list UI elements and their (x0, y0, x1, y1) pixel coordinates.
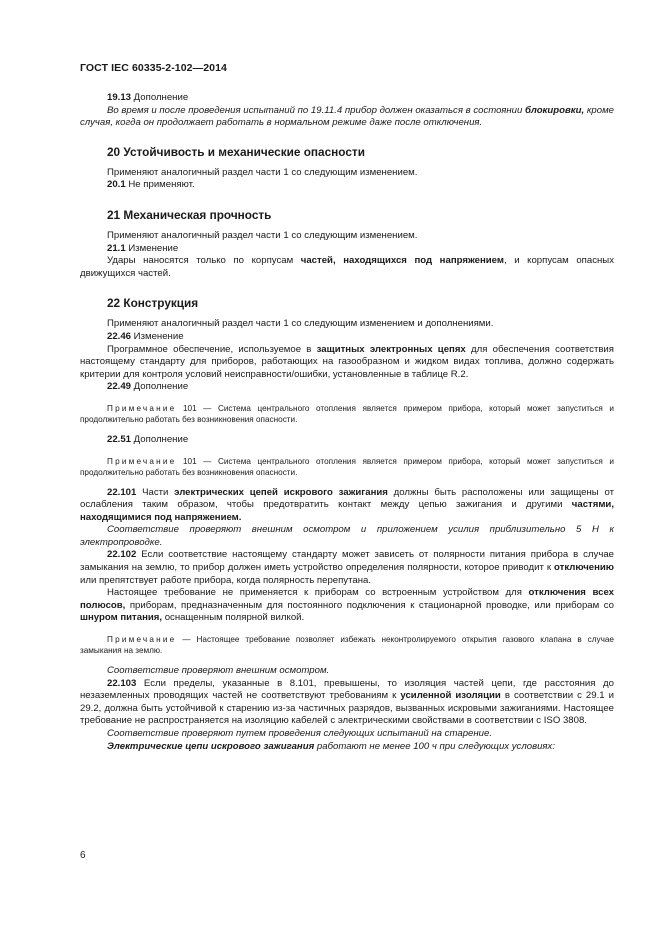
text-run: Не применяют. (125, 179, 195, 191)
term: отключения всех полюсов, (80, 587, 614, 611)
section-21-intro: Применяют аналогичный раздел части 1 со следующим изменением. (107, 229, 418, 241)
clause-word: Изменение (131, 330, 184, 342)
clause-number: 22.103 (107, 677, 137, 689)
clause-word: Изменение (125, 242, 179, 254)
text-run: кроме случая, когда он продолжает работать в нормальном режиме даже после отключения. (80, 104, 615, 129)
clause-22-101-text (80, 487, 614, 525)
page-content (80, 92, 614, 753)
clause-22-103-compliance: Соответствие проверяют путем проведения следующих испытаний на старение. (107, 728, 492, 739)
page-number: 6 (80, 850, 86, 861)
clause-22-102-compliance: Соответствие проверяют внешним осмотром. (107, 665, 330, 677)
clause-21-1-text (80, 255, 614, 280)
text-run: Программное обеспечение, используемое в (107, 343, 317, 355)
clause-word: Дополнение (131, 92, 189, 103)
text-run: Во время и после проведения испытаний по 19.11.4 прибор должен оказаться в состоянии (107, 104, 526, 116)
clause-number: 22.101 (107, 486, 137, 498)
clause-number: 20.1 (107, 179, 126, 191)
text-run: Если соответствие настоящему стандарту может зависеть от полярности питания прибора в случае замыкания на землю, то прибор должен иметь устройство определения полярности, которое приводит к (80, 549, 614, 574)
text-run: для обеспечения соответствия настоящему стандарту для приборов, работающих на газообразном и жидком видах топлива, должно содержать критерии для контроля условий неисправности/ошибки, установленные в таблице R.2. (80, 343, 614, 380)
note-label: Примечание (107, 403, 177, 413)
note-22-51 (80, 456, 614, 478)
note-label: Примечание (107, 635, 177, 645)
clause-22-46-heading (80, 331, 614, 344)
clause-22-103-conditions (80, 741, 614, 754)
section-22-intro: Применяют аналогичный раздел части 1 со следующим изменением и дополнениями. (107, 318, 494, 330)
note-22-102 (80, 634, 614, 656)
clause-number: 22.102 (107, 549, 137, 561)
clause-number: 22.46 (107, 330, 132, 342)
text-run: в соответствии с 29.1 и 29.2, должна быть устойчивой к старению из-за частичных разрядов, вызванных искровыми зажиганиями. Настоящее требование не распространяется на изоляцию кабелей с электрическими свойствами в соответствии с ISO 3808. (80, 690, 614, 727)
clause-22-101-compliance: Соответствие проверяют внешним осмотром и приложением усилия приблизительно 5 Н к электропроводке. (80, 524, 614, 548)
clause-19-13-heading (80, 92, 614, 105)
term: частями, находящимися под напряжением. (80, 499, 614, 523)
note-text: — Настоящее требование позволяет избежать неконтролируемого открытия газового клапана в случае замыкания на землю. (80, 635, 614, 656)
term: отключению (554, 562, 614, 574)
term: усиленной изоляции (400, 690, 501, 702)
text-run: должны быть расположены или защищены от ослабления таким образом, чтобы предотвратить контакт между цепью зажигания и другими (80, 486, 614, 511)
clause-22-49-heading (80, 381, 614, 394)
clause-22-46-text (80, 344, 614, 382)
section-21-title: 21 Механическая прочность (107, 207, 272, 222)
term: шнуром питания, (80, 612, 163, 624)
section-20-title: 20 Устойчивость и механические опасности (107, 144, 365, 159)
clause-20-1 (80, 179, 614, 192)
term: Электрические цепи искрового зажигания (107, 740, 315, 752)
term: защитных электронных цепях (316, 343, 466, 355)
section-22-title: 22 Конструкция (107, 296, 199, 311)
clause-19-13-text (80, 105, 614, 130)
text-run: работают не менее 100 ч при следующих условиях: (314, 740, 556, 752)
text-run: Настоящее требование не применяется к приборам со встроенным устройством для (107, 587, 529, 599)
text-run: оснащенным полярной вилкой. (162, 612, 305, 624)
text-run: Если пределы, указанные в 8.101, превышены, то изоляция частей цепи, где расстояния до незаземленных проводящих частей не соответствуют требованиям к (80, 677, 614, 702)
note-text: 101 — Система центрального отопления является примером прибора, который может запуститься и продолжительно работать без возникновения опасности. (80, 456, 614, 477)
clause-number: 19.13 (107, 92, 132, 103)
section-20-intro: Применяют аналогичный раздел части 1 со следующим изменением. (107, 166, 418, 178)
clause-22-102-text (80, 549, 614, 587)
clause-21-1-heading (80, 243, 614, 256)
text-run: приборам, предназначенным для постоянного подключения к стационарной проводке, или приборам со (125, 599, 614, 611)
clause-22-51-heading (80, 434, 614, 447)
clause-word: Дополнение (131, 433, 189, 445)
note-label: Примечание (107, 456, 177, 466)
clause-number: 22.49 (107, 381, 132, 393)
document-header: ГОСТ IEC 60335-2-102—2014 (80, 62, 227, 74)
note-22-49 (80, 403, 614, 425)
term: электрических цепей искрового зажигания (174, 486, 388, 498)
text-run: Удары наносятся только по корпусам (107, 255, 301, 267)
clause-word: Дополнение (131, 381, 189, 393)
term: частей, находящихся под напряжением (300, 255, 504, 267)
clause-22-102-exception (80, 587, 614, 625)
note-text: 101 — Система центрального отопления является примером прибора, который может запуститься и продолжительно работать без возникновения опасности. (80, 403, 614, 424)
clause-number: 21.1 (107, 242, 126, 254)
text-run: Части (136, 486, 175, 498)
clause-22-103-text (80, 678, 614, 728)
text-run: или препятствует работе прибора, когда полярность перепутана. (80, 574, 372, 586)
term: блокировки, (525, 104, 585, 116)
text-run: , и корпусам опасных движущихся частей. (80, 255, 614, 279)
clause-number: 22.51 (107, 433, 132, 445)
